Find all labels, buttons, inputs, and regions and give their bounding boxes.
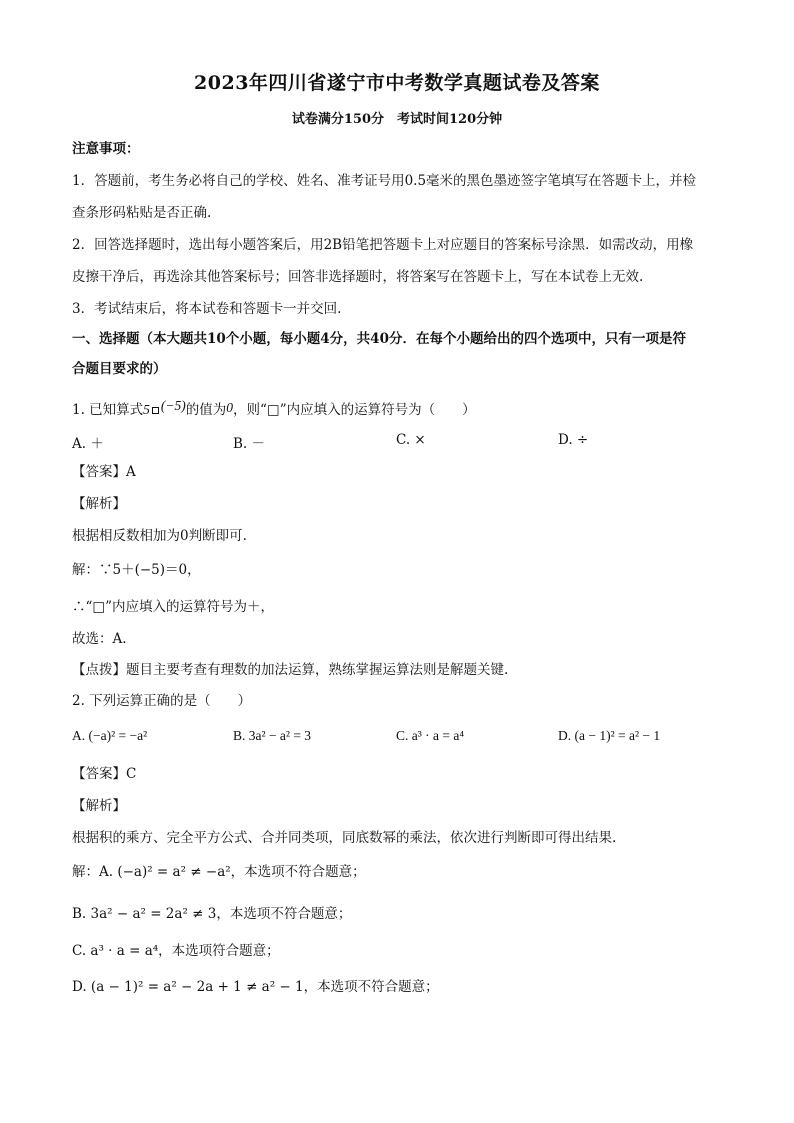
q1-prefix: 1. 已知算式 (72, 402, 144, 418)
page-title: 2023年四川省遂宁市中考数学真题试卷及答案 (194, 72, 600, 94)
page-subtitle: 试卷满分150分 考试时间120分钟 (291, 112, 503, 127)
q1-expr-left: 5 (143, 402, 150, 417)
q2-option-b: B. 3a² − a² = 3 (233, 728, 312, 743)
notice-line-4: 皮擦干净后，再选涂其他答案标号；回答非选择题时，将答案写在答题卡上，写在本试卷上无效. (72, 269, 644, 285)
q2-option-a: A. (−a)² = −a² (72, 728, 148, 743)
q2-stem: 2. 下列运算正确的是（ ） (72, 693, 252, 709)
notice-line-5: 3．考试结束后，将本试卷和答题卡一并交回. (72, 301, 342, 317)
q1-option-d: D. ÷ (558, 432, 589, 448)
q2-solution-a: 解：A. (−a)² = a² ≠ −a²，本选项不符合题意； (72, 864, 366, 880)
q1-option-c: C. × (396, 432, 426, 448)
q1-option-a: A. ＋ (72, 436, 104, 452)
q1-analysis: 根据相反数相加为0判断即可. (72, 528, 247, 544)
q2-option-c: C. a³ · a = a⁴ (396, 728, 465, 743)
section-heading-line-1: 一、选择题（本大题共10个小题，每小题4分，共40分．在每个小题给出的四个选项中，只有一项是符 (72, 331, 686, 347)
notice-line-3: 2．回答选择题时，选出每小题答案后，用2B铅笔把答题卡上对应题目的答案标号涂黑．如需改动，用橡 (72, 237, 694, 253)
q1-suffix: ，则“□”内应填入的运算符号为（ ） (233, 402, 476, 418)
q1-stem (72, 398, 732, 419)
q1-expr-right: (−5) (160, 398, 186, 413)
q1-comment: 【点拨】题目主要考查有理数的加法运算，熟练掌握运算法则是解题关键. (72, 662, 509, 678)
q2-solution-b: B. 3a² − a² = 2a² ≠ 3，本选项不符合题意； (72, 906, 352, 922)
notice-line-1: 1．答题前，考生务必将自己的学校、姓名、准考证号用0.5毫米的黑色墨迹签字笔填写在答题卡上，并检 (72, 173, 697, 189)
q1-therefore: ∴“□”内应填入的运算符号为＋， (72, 599, 275, 615)
q1-analysis-label: 【解析】 (72, 496, 126, 512)
q2-analysis: 根据积的乘方、完全平方公式、合并同类项，同底数幂的乘法，依次进行判断即可得出结果. (72, 830, 617, 846)
q2-option-d: D. (a − 1)² = a² − 1 (558, 728, 661, 743)
notice-line-2: 查条形码粘贴是否正确. (72, 205, 212, 221)
q2-solution-c: C. a³ · a = a⁴，本选项符合题意； (72, 943, 280, 959)
q1-solution: 解：∵5＋(−5)＝0， (72, 562, 201, 578)
q2-solution-d: D. (a − 1)² = a² − 2a + 1 ≠ a² − 1，本选项不符合题意； (72, 979, 439, 995)
q2-analysis-label: 【解析】 (72, 798, 126, 814)
q1-zero: 0 (226, 400, 234, 415)
q1-option-b: B. － (233, 436, 266, 452)
notice-heading: 注意事项： (72, 141, 140, 157)
operator-box-icon (152, 407, 159, 414)
q1-choose: 故选：A. (72, 631, 127, 647)
q2-answer: 【答案】C (72, 766, 137, 782)
q1-middle: 的值为 (185, 402, 227, 418)
section-heading-line-2: 合题目要求的） (72, 361, 167, 377)
q1-answer: 【答案】A (72, 464, 136, 480)
